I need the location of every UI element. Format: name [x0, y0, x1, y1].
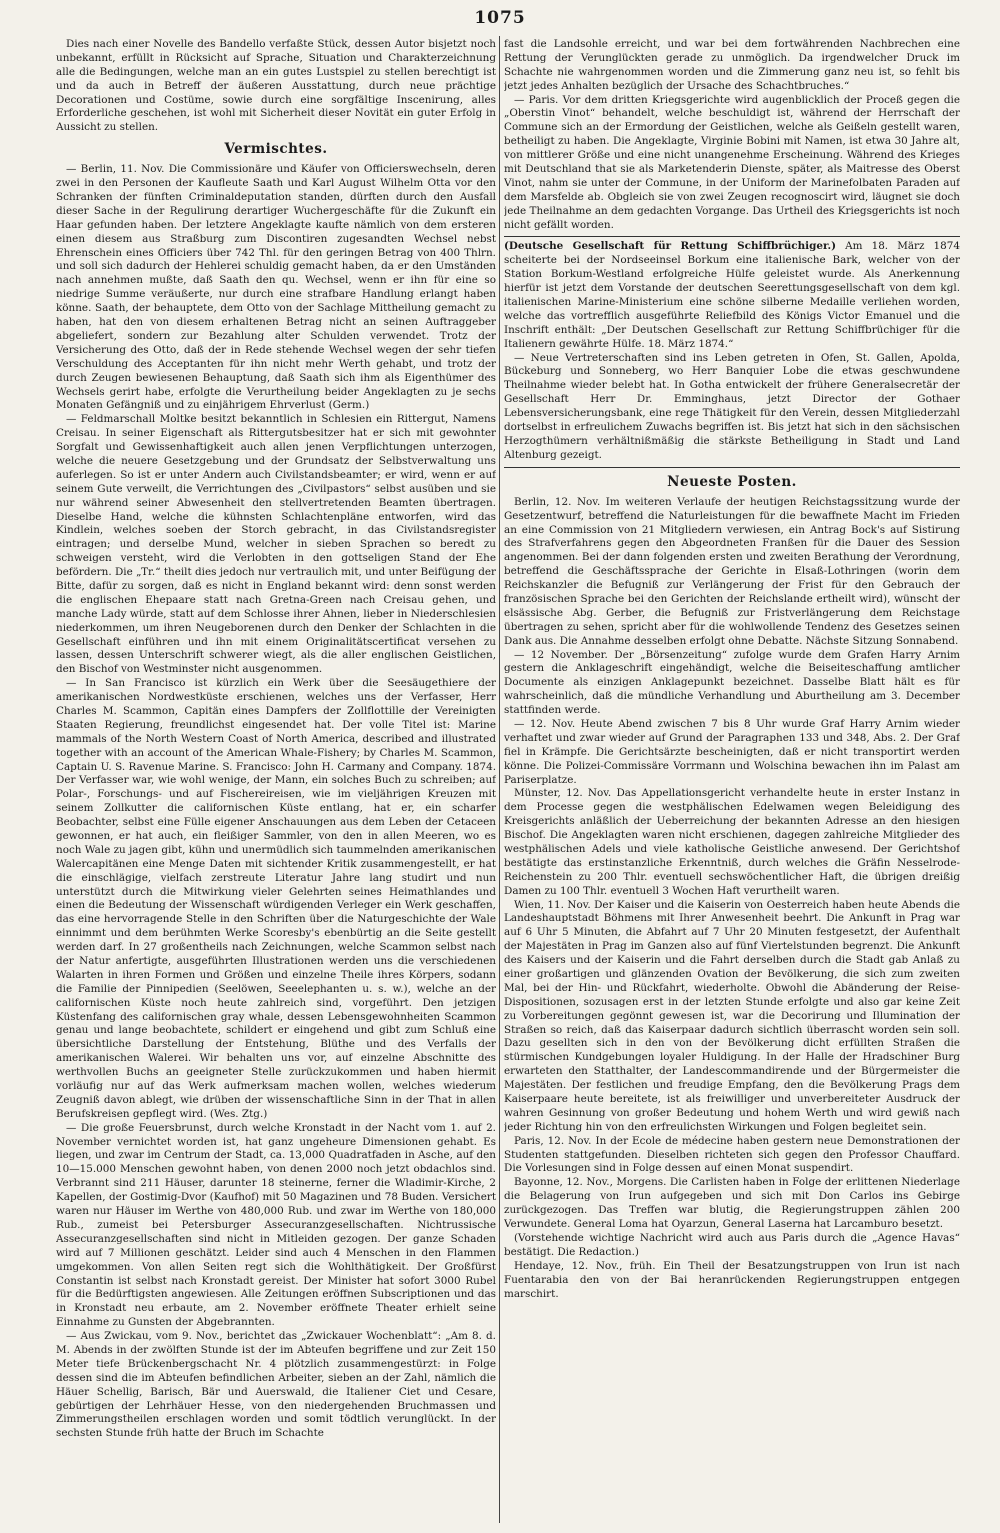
news-paragraph: (Vorstehende wichtige Nachricht wird auch aus Paris durch die „Agence Havas“ bestätigt. Die Redaction.)	[504, 1231, 960, 1258]
rescue-society-paragraph: Am 18. März 1874 scheiterte bei der Nordseeinsel Borkum eine italienische Bark, welcher von der Station Borkum-Westland erfolgreiche Hülfe geleistet wurde. Als Anerkennung hierfür ist jetzt dem Vorstande der deutschen Seerettungsgesellschaft von dem kgl. italienischen Marine-Ministerium eine schöne silberne Medaille verliehen worden, welche das vortrefflich ausgeführte Reliefbild des Königs Victor Emanuel und die Inschrift enthält: „Der Deutschen Gesellschaft zur Rettung Schiffbrüchiger für die Italienern gewährte Hülfe. 18. März 1874.“	[504, 240, 960, 350]
article-paragraph: — Feldmarschall Moltke besitzt bekanntlich in Schlesien ein Rittergut, Namens Creisau. In seiner Eigenschaft als Rittergutsbesitzer hat er sich mit gewohnter Sorgfalt und Gewissenhaftigkeit auch allen jenen Verpflichtungen unterzogen, welche die neuere Gesetzgebung und der Grundsatz der Selbstverwaltung uns auferlegen. So ist er unter Andern auch Civilstandsbeamter; er wird, wenn er auf seinem Gute verweilt, die Verrichtungen des „Civilpastors“ selbst ausüben und sie nur während seiner Abwesenheit den stellvertretenden Beamten übertragen. Dieselbe Hand, welche die kühnsten Schlachtenpläne entworfen, wird das Kindlein, welches soeben der Storch gebracht, in das Civilstandsregister eintragen; und derselbe Mund, welcher in sieben Sprachen so beredt zu schweigen versteht, wird die Verlobten in den gottseligen Stand der Ehe befördern. Die „Tr.“ theilt dies jedoch nur vertraulich mit, und unter Beifügung der Bitte, dafür zu sorgen, daß es nicht in England bekannt wird: denn sonst werden die englischen Ehepaare statt nach Gretna-Green nach Creisau gehen, und manche Lady würde, statt auf dem Schlosse ihrer Ahnen, lieber in Niederschlesien niederkommen, um ihren Neugeborenen durch den Denker der Schlachten in die Gesellschaft einführen und ihn mit einem Originalitätscertificat versehen zu lassen, dessen Unterschrift schwerer wiegt, als die aller englischen Geistlichen, den Bischof von Westminster nicht ausgenommen.	[56, 413, 496, 676]
page-number: 1075	[474, 8, 526, 28]
section-heading-vermischtes: Vermischtes.	[224, 141, 328, 158]
news-paragraph: Münster, 12. Nov. Das Appellationsgericht verhandelte heute in erster Instanz in dem Processe gegen die westphälischen Edelwamen wegen Beleidigung des Kreisgerichts anläßlich der Ueberreichung der bekannten Adresse an den hiesigen Bischof. Die Angeklagten waren nicht erschienen, dagegen zahlreiche Mitglieder des westphälischen Adels und viele katholische Geistliche anwesend. Der Gerichtshof bestätigte das erstinstanzliche Erkenntniß, durch welches die Gräfin Nesselrode-Reichenstein zu 200 Thlr. eventuell sechswöchentlicher Haft, die übrigen dreißig Damen zu 100 Thlr. eventuell 3 Wochen Haft verurtheilt waren.	[504, 787, 960, 897]
left-column	[56, 38, 496, 1521]
news-paragraph: — 12 November. Der „Börsenzeitung“ zufolge wurde dem Grafen Harry Arnim gestern die Anklageschrift eingehändigt, welche die Beiseiteschaffung amtlicher Documente als einzigen Anklagepunkt bezeichnet. Dasselbe Blatt hält es für wahrscheinlich, daß die mündliche Verhandlung und Aburtheilung am 3. December stattfinden werde.	[504, 648, 960, 717]
news-paragraph: Bayonne, 12. Nov., Morgens. Die Carlisten haben in Folge der erlittenen Niederlage die Belagerung von Irun aufgegeben und sich mit Don Carlos ins Gebirge zurückgezogen. Das Treffen war blutig, die Regierungstruppen zählen 200 Verwundete. General Loma hat Oyarzun, General Laserna hat Larcamburo besetzt.	[504, 1176, 960, 1231]
intro-paragraph: Dies nach einer Novelle des Bandello verfaßte Stück, dessen Autor bisjetzt noch unbekannt, erfüllt in Rücksicht auf Sprache, Situation und Charakterzeichnung alle die Bedingungen, welche man an ein gutes Lustspiel zu stellen berechtigt ist und da auch in Betreff der äußeren Ausstattung, durch neue prächtige Decorationen und Costüme, sowie durch eine sorgfältige Inscenirung, alles Erforderliche geschehen, ist wohl mit Sicherheit dieser Novität ein guter Erfolg in Aussicht zu stellen.	[56, 38, 496, 134]
news-paragraph: Hendaye, 12. Nov., früh. Ein Theil der Besatzungstruppen von Irun ist nach Fuentarabia den von der Bai heranrückenden Regierungstruppen entgegen marschirt.	[504, 1259, 960, 1300]
column-divider	[499, 36, 500, 1523]
right-column	[504, 38, 960, 1521]
continuation-paragraph: fast die Landsohle erreicht, und war bei dem fortwährenden Nachbrechen eine Rettung der Verunglückten gerade zu unmöglich. Da irgendwelcher Druck im Schachte nie wahrgenommen worden und die Zimmerung ganz neu ist, so fehlt bis jetzt jedes Anhalten bezüglich der Ursache des Schachtbruches.“	[504, 38, 960, 92]
news-paragraph: Wien, 11. Nov. Der Kaiser und die Kaiserin von Oesterreich haben heute Abends die Landeshauptstadt Böhmens mit Ihrer Anwesenheit beehrt. Die Ankunft in Prag war auf 6 Uhr 5 Minuten, die Abfahrt auf 7 Uhr 20 Minuten festgesetzt, der Aufenthalt der Majestäten in Prag im Ganzen also auf fünf Viertelstunden begrenzt. Die Ankunft des Kaisers und der Kaiserin und die Fahrt derselben durch die Stadt gab Anlaß zu einer großartigen und glänzenden Ovation der Bevölkerung, die sich zum zweiten Mal, bei der Hin- und Rückfahrt, wiederholte. Obwohl die Abänderung der Reise-Dispositionen, sozusagen erst in der letzten Stunde erfolgte und also gar keine Zeit zu Vorbereitungen gegönnt gewesen ist, war die Decorirung und Illumination der Straßen so reich, daß das Kaiserpaar dadurch sichtlich überrascht worden sein soll. Dazu gesellten sich in den von der Bevölkerung dicht erfüllten Straßen die stürmischen Kundgebungen loyaler Huldigung. In der Halle der Hradschiner Burg erwarteten den Statthalter, der Landescommandirende und der Bürgermeister die Majestäten. Der festlichen und freudige Empfang, den die Bevölkerung Prags dem Kaiserpaare heute bereitete, ist als freiwilliger und unverbereiteter Ausdruck der wahren Gesinnung von großer Bedeutung und hohem Werth und wird gewiß nach jeder Richtung hin von den erfreulichsten Wirkungen und Folgen begleitet sein.	[504, 898, 960, 1133]
news-paragraph: Berlin, 12. Nov. Im weiteren Verlaufe der heutigen Reichstagssitzung wurde der Gesetzentwurf, betreffend die Naturleistungen für die bewaffnete Macht im Frieden an eine Commission von 21 Mitgliedern verwiesen, ein Antrag Bock's auf Sistirung des Strafverfahrens gegen den Abgeordneten Franßen für die Dauer des Session angenommen. Bei der dann folgenden ersten und zweiten Berathung der Verordnung, betreffend die Geschäftssprache der Gerichte in Elsaß-Lothringen (worin dem Reichskanzler die Befugniß zur Verlängerung der Frist für den Gebrauch der französischen Sprache bei den Gerichten der Reichslande ertheilt wird), wünscht der elsässische Abg. Gerber, die Befugniß zur Fristverlängerung dem Reichstage übertragen zu sehen, spricht aber für die wohlwollende Tendenz des Gesetzes seinen Dank aus. Die Annahme desselben erfolgt ohne Debatte. Nächste Sitzung Sonnabend.	[504, 495, 960, 647]
rescue-society-heading: (Deutsche Gesellschaft für Rettung Schiffbrüchiger.)	[504, 240, 837, 253]
section-rule	[504, 236, 960, 237]
rescue-society-paragraph: — Neue Vertreterschaften sind ins Leben getreten in Ofen, St. Gallen, Apolda, Bückeburg und Sonneberg, wo Herr Banquier Lobe die etwas geschwundene Theilnahme wieder belebt hat. In Gotha entwickelt der frühere Generalsecretär der Gesellschaft Herr Dr. Emminghaus, jetzt Director der Gothaer Lebensversicherungsbank, eine rege Thätigkeit für den Verein, dessen Mitgliederzahl dortselbst in erfreulichem Zuwachs begriffen ist. Bis jetzt hat sich in den sächsischen Herzogthümern verhältnißmäßig die stärkste Betheiligung in Stadt und Land Altenburg gezeigt.	[504, 351, 960, 461]
news-paragraph: — 12. Nov. Heute Abend zwischen 7 bis 8 Uhr wurde Graf Harry Arnim wieder verhaftet und zwar wieder auf Grund der Paragraphen 133 und 348, Abs. 2. Der Graf fiel in Krämpfe. Die Gerichtsärzte bescheinigten, daß er nicht transportirt werden könne. Die Polizei-Commissäre Vorrmann und Wolschina bewachen ihn im Palast am Pariserplatze.	[504, 717, 960, 786]
news-paragraph: Paris, 12. Nov. In der Ecole de médecine haben gestern neue Demonstrationen der Studenten stattgefunden. Dieselben richteten sich gegen den Professor Chauffard. Die Vorlesungen sind in Folge dessen auf einen Monat suspendirt.	[504, 1134, 960, 1175]
article-paragraph: — Aus Zwickau, vom 9. Nov., berichtet das „Zwickauer Wochenblatt“: „Am 8. d. M. Abends in der zwölften Stunde ist der im Abteufen begriffene und zur Zeit 150 Meter tiefe Brückenbergschacht Nr. 4 plötzlich zusammengestürzt: in Folge dessen sind die im Abteufen befindlichen Arbeiter, sieben an der Zahl, nämlich die Häuer Schellig, Barisch, Bär und Auerswald, die Italiener Ciet und Cesare, gebürtigen der Lehrhäuer Hesse, von den niedergehenden Bruchmassen und Zimmerungstheilen erschlagen worden und somit tödtlich verunglückt. In der sechsten Stunde früh hatte der Bruch im Schachte	[56, 1330, 496, 1440]
article-paragraph: — Paris. Vor dem dritten Kriegsgerichte wird augenblicklich der Proceß gegen die „Oberstin Vinot“ behandelt, welche beschuldigt ist, während der Herrschaft der Commune sich an der Ermordung der Geistlichen, welche als Geißeln gestellt waren, betheiligt zu haben. Die Angeklagte, Virginie Bobini mit Namen, ist etwa 30 Jahre alt, von mittlerer Größe und eine nicht unangenehme Erscheinung. Während des Krieges mit Deutschland that sie als Marketenderin Dienste, später, als Maitresse des Oberst Vinot, nahm sie unter der Commune, in der Uniform der Marinefolbaten Paraden auf dem Marsfelde ab. Obgleich sie von zwei Zeugen recognoscirt wird, läugnet sie doch jede Theilnahme an dem gedachten Vorgange. Das Urtheil des Kriegsgerichts ist noch nicht gefällt worden.	[504, 93, 960, 231]
article-paragraph: — Berlin, 11. Nov. Die Commissionäre und Käufer von Officierswechseln, deren zwei in den Personen der Kaufleute Saath und Karl August Wilhelm Otta vor den Schranken der fünften Criminaldeputation standen, dürften durch den Ausfall dieser Sache in der Regulirung derartiger Wuchergeschäfte für die Zukunft ein Haar gefunden haben. Der letztere Angeklagte kaufte nämlich von dem ersteren einen diesem aus Straßburg zum Discontiren zugesandten Wechsel nebst Ehrenschein eines Officiers über 742 Thl. für den geringen Betrag von 400 Thlrn. und soll sich dadurch der Hehlerei schuldig gemacht haben, da er den Umständen nach annehmen mußte, daß Saath den qu. Wechsel, wenn er ihn für eine so niedrige Summe veräußerte, nur durch eine strafbare Handlung erlangt haben könne. Saath, der behauptete, dem Otto von der Sachlage Mittheilung gemacht zu haben, hat den von diesem erhaltenen Betrag nicht an seinen Auftraggeber abgeliefert, sondern zur Bezahlung alter Schulden verwendet. Trotz der Versicherung des Otto, daß der in Rede stehende Wechsel wegen der sehr tiefen Verschuldung des Acceptanten für ihn nicht mehr Werth gehabt, und trotz der durch Zeugen bewiesenen Behauptung, daß Saath sich ihm als Eigenthümer des Wechsels gerirt habe, erfolgte die Verurtheilung beider Angeklagten zu je sechs Monaten Gefängniß und zu einjährigem Ehrverlust (Germ.)	[56, 163, 496, 412]
section-heading-neueste-posten: Neueste Posten.	[667, 473, 797, 490]
article-paragraph: — In San Francisco ist kürzlich ein Werk über die Seesäugethiere der amerikanischen Nordwestküste erschienen, welches uns der Verfasser, Herr Charles M. Scammon, Capitän eines Dampfers der Zollflottille der Vereinigten Staaten Regierung, freundlichst eingesendet hat. Der volle Titel ist: Marine mammals of the North Western Coast of North America, described and illustrated together with an account of the American Whale-Fishery; by Charles M. Scammon, Captain U. S. Ravenue Marine. S. Francisco: John H. Carmany and Company. 1874. Der Verfasser war, wie wohl wenige, der Mann, ein solches Buch zu schreiben; auf Polar-, Forschungs- und auf Fischereireisen, wie im vieljährigen Kreuzen mit seinem Zollkutter die californischen Küste entlang, hat er, ein scharfer Beobachter, selbst eine Fülle eigener Anschauungen aus dem Leben der Cetaceen gewonnen, er hat auch, ein fleißiger Sammler, von den in allen Meeren, wo es noch Wale zu jagen gibt, kühn und unermüdlich sich taummelnden amerikanischen Walercapitänen eine Menge Daten mit sichtender Kritik zusammengestellt, er hat die einschlägige, vielfach zerstreute Literatur Jahre lang studirt und nun unterstützt durch die Mitwirkung vieler Gelehrten seines Heimathlandes und einen die Bedeutung der Wissenschaft würdigenden Verleger ein Werk geschaffen, das eine hervorragende Stelle in den Schriften über die Naturgeschichte der Wale einnimmt und dem berühmten Werke Scoresby's ebenbürtig an die Seite gestellt werden darf. In 27 großentheils nach Zeichnungen, welche Scammon selbst nach der Natur anfertigte, ausgeführten Illustrationen werden uns die verschiedenen Walarten in ihren Formen und Größen und einzelne Theile ihres Körpers, sodann die Familie der Pinnipedien (Seelöwen, Seeelephanten u. s. w.), welche an der californischen Küste noch heute zahlreich sind, vorgeführt. Den jetzigen Küstenfang des californischen gray whale, dessen Lebensgewohnheiten Scammon genau und lange beobachtete, schildert er eingehend und gibt zum Schluß eine übersichtliche Darstellung der Entstehung, Blüthe und des Verfalls der amerikanischen Walerei. Wir behalten uns vor, auf einzelne Abschnitte des werthvollen Buchs an geeigneter Stelle zurückzukommen und haben hiermit vorläufig nur auf das Werk aufmerksam machen wollen, welches wiederum Zeugniß davon ablegt, wie drüben der wissenschaftliche Sinn in der That in allen Berufskreisen gepflegt wird. (Wes. Ztg.)	[56, 677, 496, 1120]
article-paragraph: — Die große Feuersbrunst, durch welche Kronstadt in der Nacht vom 1. auf 2. November vernichtet worden ist, hat ganz ungeheure Dimensionen gehabt. Es liegen, und zwar im Centrum der Stadt, ca. 13,000 Quadratfaden in Asche, auf den 10—15.000 Menschen gewohnt haben, von denen 2000 noch jetzt obdachlos sind. Verbrannt sind 211 Häuser, darunter 18 steinerne, ferner die Wladimir-Kirche, 2 Kapellen, der Gostimig-Dvor (Kaufhof) mit 50 Magazinen und 78 Buden. Versichert waren nur Häuser im Werthe von 480,000 Rub. und zwar im Werthe von 180,000 Rub., zumeist bei Petersburger Assecuranzgesellschaften. Nichtrussische Assecuranzgesellschaften sind nicht in Mitleiden gezogen. Der ganze Schaden wird auf 7 Millionen geschätzt. Leider sind auch 4 Menschen in den Flammen umgekommen. Von allen Seiten regt sich die Wohlthätigkeit. Der Großfürst Constantin ist selbst nach Kronstadt gereist. Der Minister hat sofort 3000 Rubel für die Bedürftigsten angewiesen. Alle Zeitungen eröffnen Subscriptionen und das in Kronstadt neu erbaute, am 2. November eröffnete Theater erhielt seine Einnahme zu Gunsten der Abgebrannten.	[56, 1121, 496, 1329]
section-rule	[504, 467, 960, 468]
